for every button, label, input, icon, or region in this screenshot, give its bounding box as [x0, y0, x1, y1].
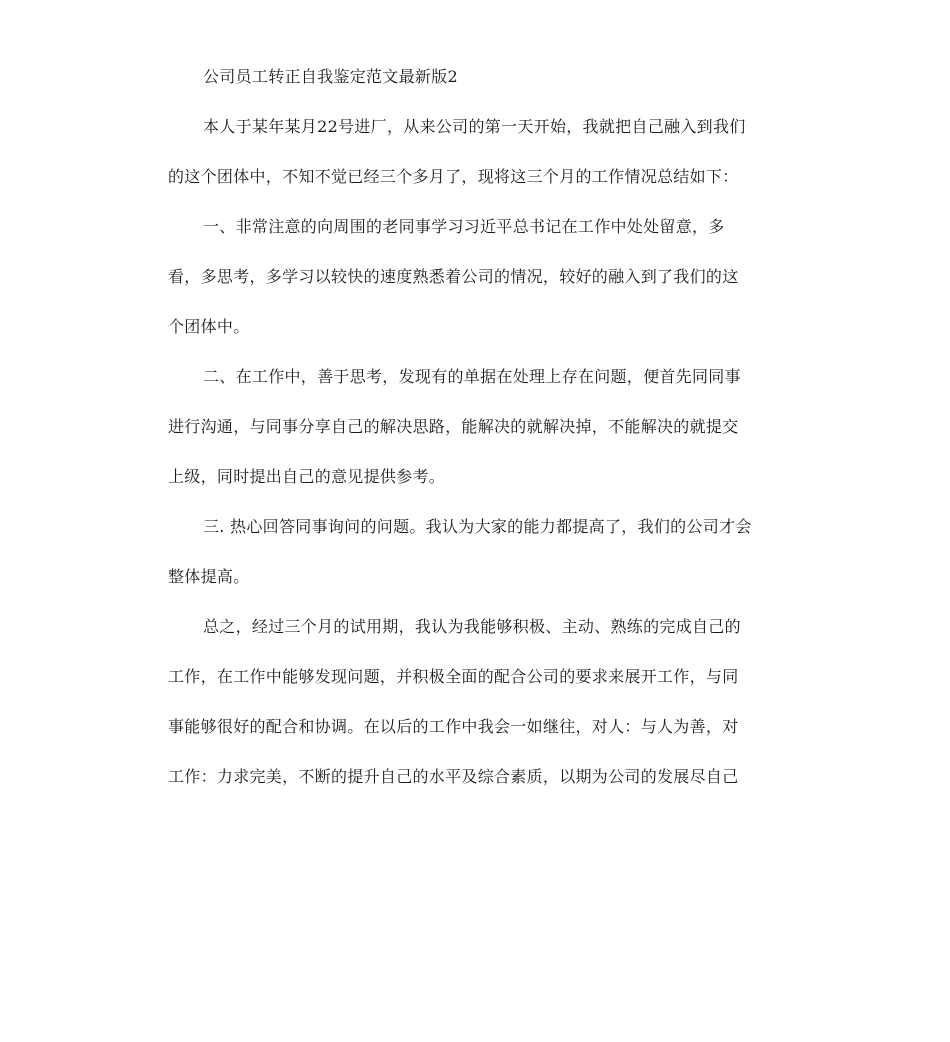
paragraph-line: 一、非常注意的向周围的老同事学习习近平总书记在工作中处处留意，多	[203, 217, 725, 236]
paragraph-line: 三. 热心回答同事询问的问题。我认为大家的能力都提高了，我们的公司才会	[203, 517, 752, 536]
paragraph-line: 工作：力求完美，不断的提升自己的水平及综合素质，以期为公司的发展尽自己	[168, 767, 739, 786]
paragraph-line: 看，多思考，多学习以较快的速度熟悉着公司的情况，较好的融入到了我们的这	[168, 267, 739, 286]
paragraph-line: 进行沟通，与同事分享自己的解决思路，能解决的就解决掉，不能解决的就提交	[168, 417, 739, 436]
paragraph-line: 总之，经过三个月的试用期，我认为我能够积极、主动、熟练的完成自己的	[203, 617, 741, 636]
paragraph-line: 上级，同时提出自己的意见提供参考。	[168, 467, 446, 486]
paragraph-line: 的这个团体中，不知不觉已经三个多月了，现将这三个月的工作情况总结如下：	[168, 167, 739, 186]
document-title: 公司员工转正自我鉴定范文最新版2	[203, 67, 458, 86]
paragraph-line: 整体提高。	[168, 567, 250, 586]
paragraph-line: 事能够很好的配合和协调。在以后的工作中我会一如继往，对人：与人为善，对	[168, 717, 739, 736]
paragraph-line: 个团体中。	[168, 317, 250, 336]
paragraph-line: 本人于某年某月22号进厂，从来公司的第一天开始，我就把自己融入到我们	[203, 117, 746, 136]
paragraph-line: 工作，在工作中能够发现问题，并积极全面的配合公司的要求来展开工作，与同	[168, 667, 739, 686]
paragraph-line: 二、在工作中，善于思考，发现有的单据在处理上存在问题，便首先同同事	[203, 367, 741, 386]
